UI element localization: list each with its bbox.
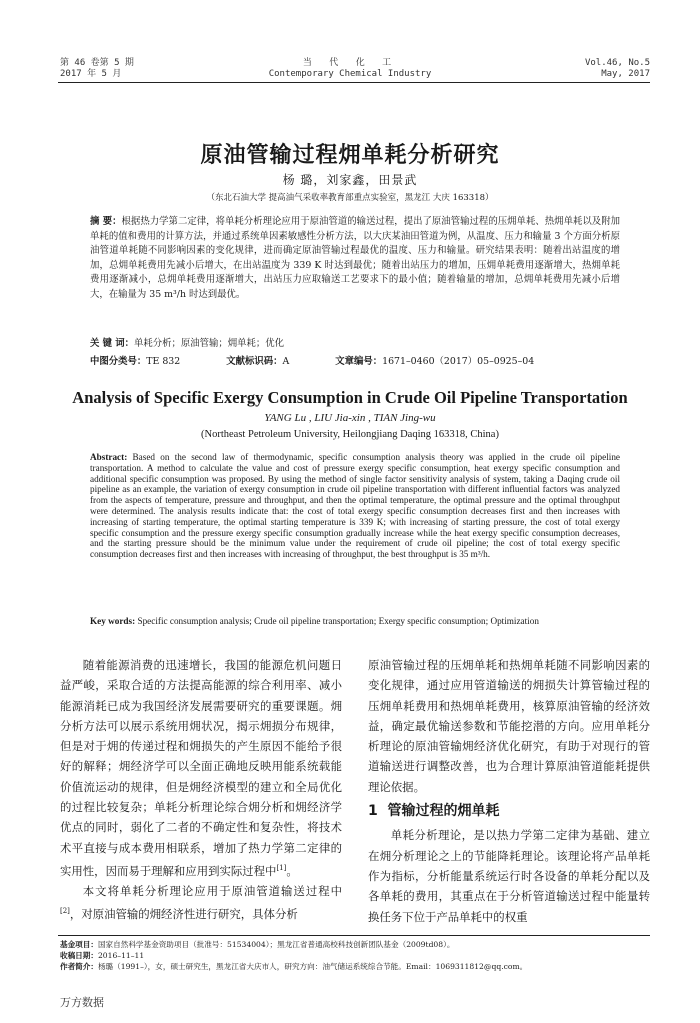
keywords-cn-label: 关 键 词： [90, 338, 135, 349]
body-paragraph [60, 881, 342, 924]
body-text: 随着能源消费的迅速增长，我国的能源危机问题日益严峻，采取合适的方法提高能源的综合利用率、减小能源消耗已成为我国经济发展需要研究的重要课题。㶲分析方法可以展示系统用㶲状况，揭示㶲损分布规律，但是对于㶲的传递过程和㶲损失的产生原因不能给予很好的解释；㶲经济学可以全面正确地反映用能系统载能价值流运动的规律，但是㶲经济模型的建立和全局优化的过程比较复杂；单耗分析理论综合㶲分析和㶲经济学优点的同时，弱化了二者的不确定性和复杂性，将技术术平直接与成本费用相联系，增加了热力学第二定律的实用性，因而易于理解和应用到实际过程中 [60, 658, 342, 878]
article-no-value: 1671–0460（2017）05–0925–04 [382, 356, 535, 367]
footnote-received [60, 951, 650, 962]
received-label: 收稿日期： [60, 951, 98, 960]
clc-label: 中图分类号： [90, 356, 147, 367]
affiliation-en: (Northeast Petroleum University, Heilongjiang Daqing 163318, China) [201, 429, 499, 440]
abstract-cn [90, 215, 620, 303]
header-volume-en [520, 58, 650, 80]
keywords-en [90, 616, 620, 627]
body-paragraph: 单耗分析理论，是以热力学第二定律为基础、建立在㶲分析理论之上的节能降耗理论。该理论将产品单耗作为指标，分析能量系统运行时各设备的单耗分配以及各单耗的费用，其重点在于分析管道输送过程中能量转换任务下位于产品单耗中的权重 [368, 828, 650, 924]
article-title-cn: 原油管输过程㶲单耗分析研究 [200, 143, 500, 168]
body-text: 本文将单耗分析理论应用于原油管道输送过程中 [82, 884, 342, 899]
abstract-cn-text: 根据热力学第二定律，将单耗分析理论应用于原油管道的输送过程，提出了原油管输过程的压㶲单耗、热㶲单耗以及附加单耗的值和费用的计算方法，并通过系统单因素敏感性分析方法，以大庆某油田管道为例，从温度、压力和输量 3 个方面分析原油管道单耗随不同影响因素的变化规律，进而确定原油管输过程最优的温度、压力和输量。研究结果表明：随着出站温度的增加，总㶲单耗费用先减小后增大，在出站温度为 339 K 时达到最优；随着出站压力的增加，压㶲单耗费用逐渐增大，热㶲单耗费用逐渐减小，总㶲单耗费用逐渐增大，出站压力应取输送工艺要求下的最小值；随着输量的增加，总㶲单耗费用先减小后增大，在输量为 35 m³/h 时达到最优。 [90, 216, 620, 300]
author-bio-label: 作者简介： [60, 962, 98, 971]
abstract-en-label: Abstract: [90, 452, 128, 462]
header-vol-no: Vol.46, No.5 [584, 58, 650, 68]
footnote-fund [60, 940, 650, 951]
header-date-en: May, 2017 [601, 69, 650, 79]
section-title: 管输过程的㶲单耗 [387, 803, 500, 820]
header-volume-cn [60, 58, 134, 80]
abstract-cn-label: 摘 要： [90, 216, 122, 227]
article-no-label: 文章编号： [335, 356, 383, 367]
keywords-en-label: Key words: [90, 616, 136, 626]
article-title-en: Analysis of Specific Exergy Consumption in Crude Oil Pipeline Transportation [72, 388, 628, 407]
watermark-text: 万方数据 [60, 996, 104, 1009]
clc-value: TE 832 [146, 356, 181, 367]
keywords-cn [90, 337, 620, 352]
affiliation-cn: （东北石油大学 提高油气采收率教育部重点实验室，黑龙江 大庆 163318） [206, 193, 494, 203]
section-heading [368, 801, 650, 821]
keywords-cn-text: 单耗分析；原油管输；㶲单耗；优化 [134, 338, 285, 349]
authors-cn: 杨 璐，刘家鑫，田景武 [282, 173, 418, 187]
abstract-en [90, 452, 620, 560]
classification-line [90, 355, 620, 370]
body-left-column [60, 655, 342, 924]
received-date: 2016–11–11 [97, 951, 145, 960]
footnote-author [60, 962, 650, 973]
author-bio-text: 杨璐（1991–），女，硕士研究生，黑龙江省大庆市人，研究方向：油气储运系统综合节能。Email：1069311812@qq.com。 [97, 962, 528, 971]
doc-code-value: A [282, 356, 290, 367]
header-journal [250, 58, 450, 80]
header-date-cn: 2017 年 5 月 [60, 69, 122, 79]
footnote-rule [58, 935, 650, 936]
doc-code-label: 文献标识码： [226, 356, 283, 367]
fund-label: 基金项目： [60, 940, 98, 949]
abstract-en-text: Based on the second law of thermodynamic, specific consumption analysis theory was applied in the crude oil pipeline transportation. A method to calculate the value and cost of pressure exergy specific consumption, heat exergy specific consumption and additional specific consumption was proposed. By using the method of single factor sensitivity analysis of system, taking a Daqing crude oil pipeline as an example, the variation of exergy consumption in crude oil pipeline transportation with different influential factors was analyzed from the aspects of temperature, pressure and throughput, and then the optimal temperature, the optimal pressure and the optimal throughput were determined. The analysis results indicate that: the cost of total exergy specific consumption decreases first and then increases with increasing of starting temperature, the optimal starting temperature is 339 K; with increasing of starting pressure, the cost of total exergy specific consumption and the pressure exergy specific consumption gradually increase while the heat exergy specific consumption decreases, and the starting pressure should be the minimum value under the requirement of crude oil pipeline; the cost of total exergy specific consumption decreases first and then increases with increasing of throughput, the best throughput is 35 m³/h. [90, 452, 620, 560]
body-paragraph [60, 655, 342, 881]
header-rule [58, 82, 650, 83]
citation-ref: [1] [276, 863, 287, 872]
header-journal-en: Contemporary Chemical Industry [268, 69, 432, 79]
citation-ref: [2] [60, 907, 70, 916]
body-text: ，对原油管输的㶲经济性进行研究，具体分析 [69, 907, 298, 922]
authors-en: YANG Lu , LIU Jia-xin , TIAN Jing-wu [264, 412, 436, 424]
keywords-en-text: Specific consumption analysis; Crude oil pipeline transportation; Exergy specific consumption; Optimization [137, 616, 539, 626]
header-volume-issue: 第 46 卷第 5 期 [60, 58, 134, 68]
body-right-column [368, 655, 650, 927]
body-text: 。 [286, 863, 298, 878]
section-number: 1 [368, 803, 378, 820]
fund-text: 国家自然科学基金资助项目（批准号：51534004）；黑龙江省普通高校科技创新团队基金（2009td08）。 [97, 940, 455, 949]
header-journal-cn: 当 代 化 工 [302, 58, 398, 68]
body-paragraph: 原油管输过程的压㶲单耗和热㶲单耗随不同影响因素的变化规律，通过应用管道输送的㶲损失计算管输过程的压㶲单耗费用和热㶲单耗费用，核算原油管输的经济效益，确定最优输送参数和节能挖潜的方向。应用单耗分析理论的原油管输㶲经济优化研究，有助于对现行的管道输送进行调整改善，也为合理计算原油管道能耗提供理论依据。 [368, 658, 650, 794]
